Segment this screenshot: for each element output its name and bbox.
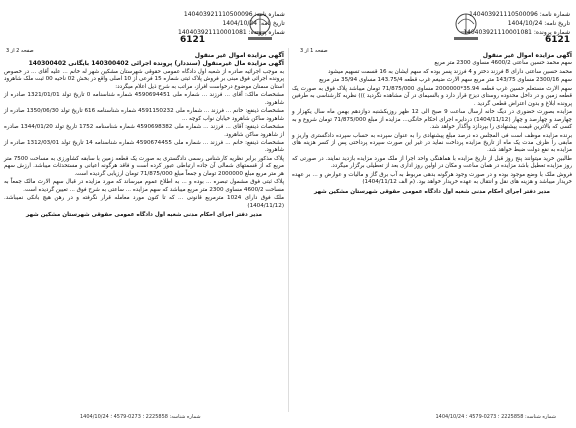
left-letter-date: تاریخ نامه: 1404/10/24 — [222, 20, 285, 27]
left-code: 6121 — [180, 35, 206, 45]
right-paragraph: فروش ملک با وضع موجود بوده و در صورت وجود هرگونه بدهی مربوط به آب برق گاز و مالیات و عوارض و ... بر عهده خریدار میباشد و هزینه های نقل و انتقال به عهده خریدار خواهد بود. (م الف 1404/11/12) — [292, 171, 572, 186]
left-page-label: صفحه 2 از 3 — [6, 48, 34, 54]
right-code: 6121 — [544, 35, 570, 45]
left-paragraph: مشخصات ذینفع: آقای ... فرزند ... شماره ملی 4590698382 شماره شناسنامه 1752 تاریخ تولد 1344/01/20 صادره از شاهرود ساکن شاهرود. — [4, 124, 284, 138]
right-page-body — [292, 52, 572, 196]
left-subtitle: آگهی مزایده مال غیرمنقول (سنددار) پرونده اجرائی 140300402 بایگانی 140300402 — [28, 60, 284, 68]
judiciary-emblem-icon — [446, 8, 486, 44]
left-paragraph: مشخصات ذینفع: خانم ... فرزند ... شماره ملی 4590674455 شماره شناسنامه 14 تاریخ تولد 1312/03/01 صادره از شاهرود. — [4, 139, 285, 154]
left-header-meta — [178, 10, 285, 37]
right-case-number: شماره پرونده: 140403921110001081 — [463, 29, 570, 36]
right-title: آگهی مزایده اموال غیر منقول — [482, 52, 572, 59]
right-paragraph: سهم 2300/16 مساوی 143/75 متر مربع سهم الارث ضیغم غرب قطعه 143.75/4 مساوی 35/94 متر مربع — [319, 77, 572, 84]
right-paragraph: برنده مزایده موظف است فی المجلس ده درصد مبلغ پیشنهادی را به عنوان سپرده به حساب سپرده دادگستری واریز و مابقی را ظرف مدت یک ماه از تاریخ مزایده پرداخت نماید در غیر این صورت سپرده پرداختی پس از کسر هزینه های مزایده به نفع دولت ضبط خواهد شد. — [292, 132, 572, 154]
right-letter-number: شماره نامه: 140403921110500096 — [469, 11, 570, 18]
left-footer: شماره شناسه: 2225858 ؛ 0273-4579 ؛ 1404/10/24 — [80, 414, 201, 420]
left-paragraph: پلاک مذکور برابر نظریه کارشناس رسمی دادگستری به صورت یک قطعه زمین با سابقه کشاورزی به مساحت 7500 متر مربع که از قسمتهای شمالی آن جاده ارتباطی عبور کرده است و فاقد هرگونه اعیانی و مستحدثات میباشد. ارزش سهم هر متر مربع مبلغ 2000000 تومان و جمعاً مبلغ 71/875/000 تومان ارزیابی گردیده است. — [4, 155, 284, 177]
left-page-body — [4, 52, 284, 220]
document-header — [0, 4, 576, 54]
left-paragraph: مشخصات مالک: آقای ... فرزند ... شماره ملی 4590694451 شماره شناسنامه 0 تاریخ تولد 1321/01/01 صادره از شاهرود. — [4, 92, 284, 106]
right-paragraph: سهم محمد حسین ساعتی 4600/2 مساوی 2300 متر مربع — [434, 60, 572, 67]
left-paragraph: پلاک ثبتی فوق مشمول تبصره ... بوده و ... به اطلاع عموم میرساند که مورد مزایده در قبال سهم الارث مالک جمعاً به مساحت 4600/2 مساوی 2300 متر مربع میباشد که سهم مزایده ... ساعتی به شرح فوق ... تعیین گردیده است. — [4, 179, 284, 193]
right-paragraph: سهم الارث مستعلم حسین غرب قطعه 35.94*2000000 مساوی 71/875/000 تومان میباشد پلاک فوق به صورت یک قطعه زمین و در داخل محدوده روستای دیزج قرار دارد و بالسیمای در آن مشاهده نگردید ))) نظریه کارشناسی به طرفین پرونده ابلاغ و بدون اعتراض قطعی گردید . — [292, 85, 572, 107]
left-letter-number: شماره نامه: 140403921110500096 — [183, 11, 285, 18]
right-signature: مدیر دفتر اجرای احکام مدنی شعبه اول دادگاه عمومی حقوقی شهرستان مشکین شهر — [314, 188, 550, 195]
right-letter-date: تاریخ نامه: 1404/10/24 — [507, 20, 570, 27]
right-paragraph: محمد حسین ساعتی دارای 8 فرزند دختر و 4 فرزند پسر بوده که سهم ایشان به 16 قسمت تسهیم میشود — [328, 68, 572, 75]
left-title: آگهی مزایده اموال غیر منقول — [194, 52, 284, 59]
left-paragraph: به موجب اجرائیه صادره از شعبه اول دادگاه عمومی حقوقی شهرستان مشکین شهر له خانم ... علیه آقای ... در خصوص پرونده اجرائی فوق مبنی بر فروش پلاک ثبتی شماره 15 فرعی از 10 اصلی واقع در بخش 02 ناحیه 00 ثبت ملک شاهرود استان سمنان موضوع درخواست افراز، مراتب به شرح ذیل اعلام میگردد: — [4, 68, 285, 90]
right-paragraph: مزایده بصورت حضوری در دیگ خانه ارسال ساعت 9 صبح الی 12 ظهر روزیکشنبه دوازدهم بهمن ماه سال یکهزار و چهارصد و چهارصد و چهار (1404/11/12) دردایره اجرای احکام خانگی... مزایده از مبلغ 71/875/000 تومان شروع و به کسی که بالاترین قیمت پیشنهادی را بپردازد واگذار خواهد شد. — [292, 109, 572, 131]
right-paragraph: طالبین خرید میتوانند پنج روز قبل از تاریخ مزایده با هماهنگی واحد اجرا از ملک مورد مزایده بازدید نمایند. در صورتی که روز مزایده تعطیل باشد مزایده در همان ساعت و مکان در اولین روز اداری بعد از تعطیلی برگزار میگردد. — [292, 155, 572, 170]
right-footer: شماره شناسه: 2225858 ؛ 0273-4579 ؛ 1404/10/24 — [435, 414, 556, 420]
left-paragraph: مشخصات ذینفع: خانم ... فرزند ... شماره ملی 4591150232 شماره شناسنامه 616 تاریخ تولد 1350/06/30 صادره از شاهرود ساکن شاهرود خیابان نواب کوچه ... — [4, 108, 285, 122]
left-paragraph: ملک فوق دارای 1024 مترمربع قانونی ... که تا کنون مورد معامله قرار نگرفته و در رهن هیچ بانکی نمیباشد. (1404/11/12) — [4, 195, 284, 209]
right-page-label: صفحه 1 از 3 — [300, 48, 328, 54]
page-divider — [288, 48, 289, 412]
left-case-number: شماره پرونده: 140403921110001081 — [178, 29, 285, 36]
left-signature: مدیر دفتر اجرای احکام مدنی شعبه اول دادگاه عمومی حقوقی شهرستان مشکین شهر — [26, 212, 262, 219]
